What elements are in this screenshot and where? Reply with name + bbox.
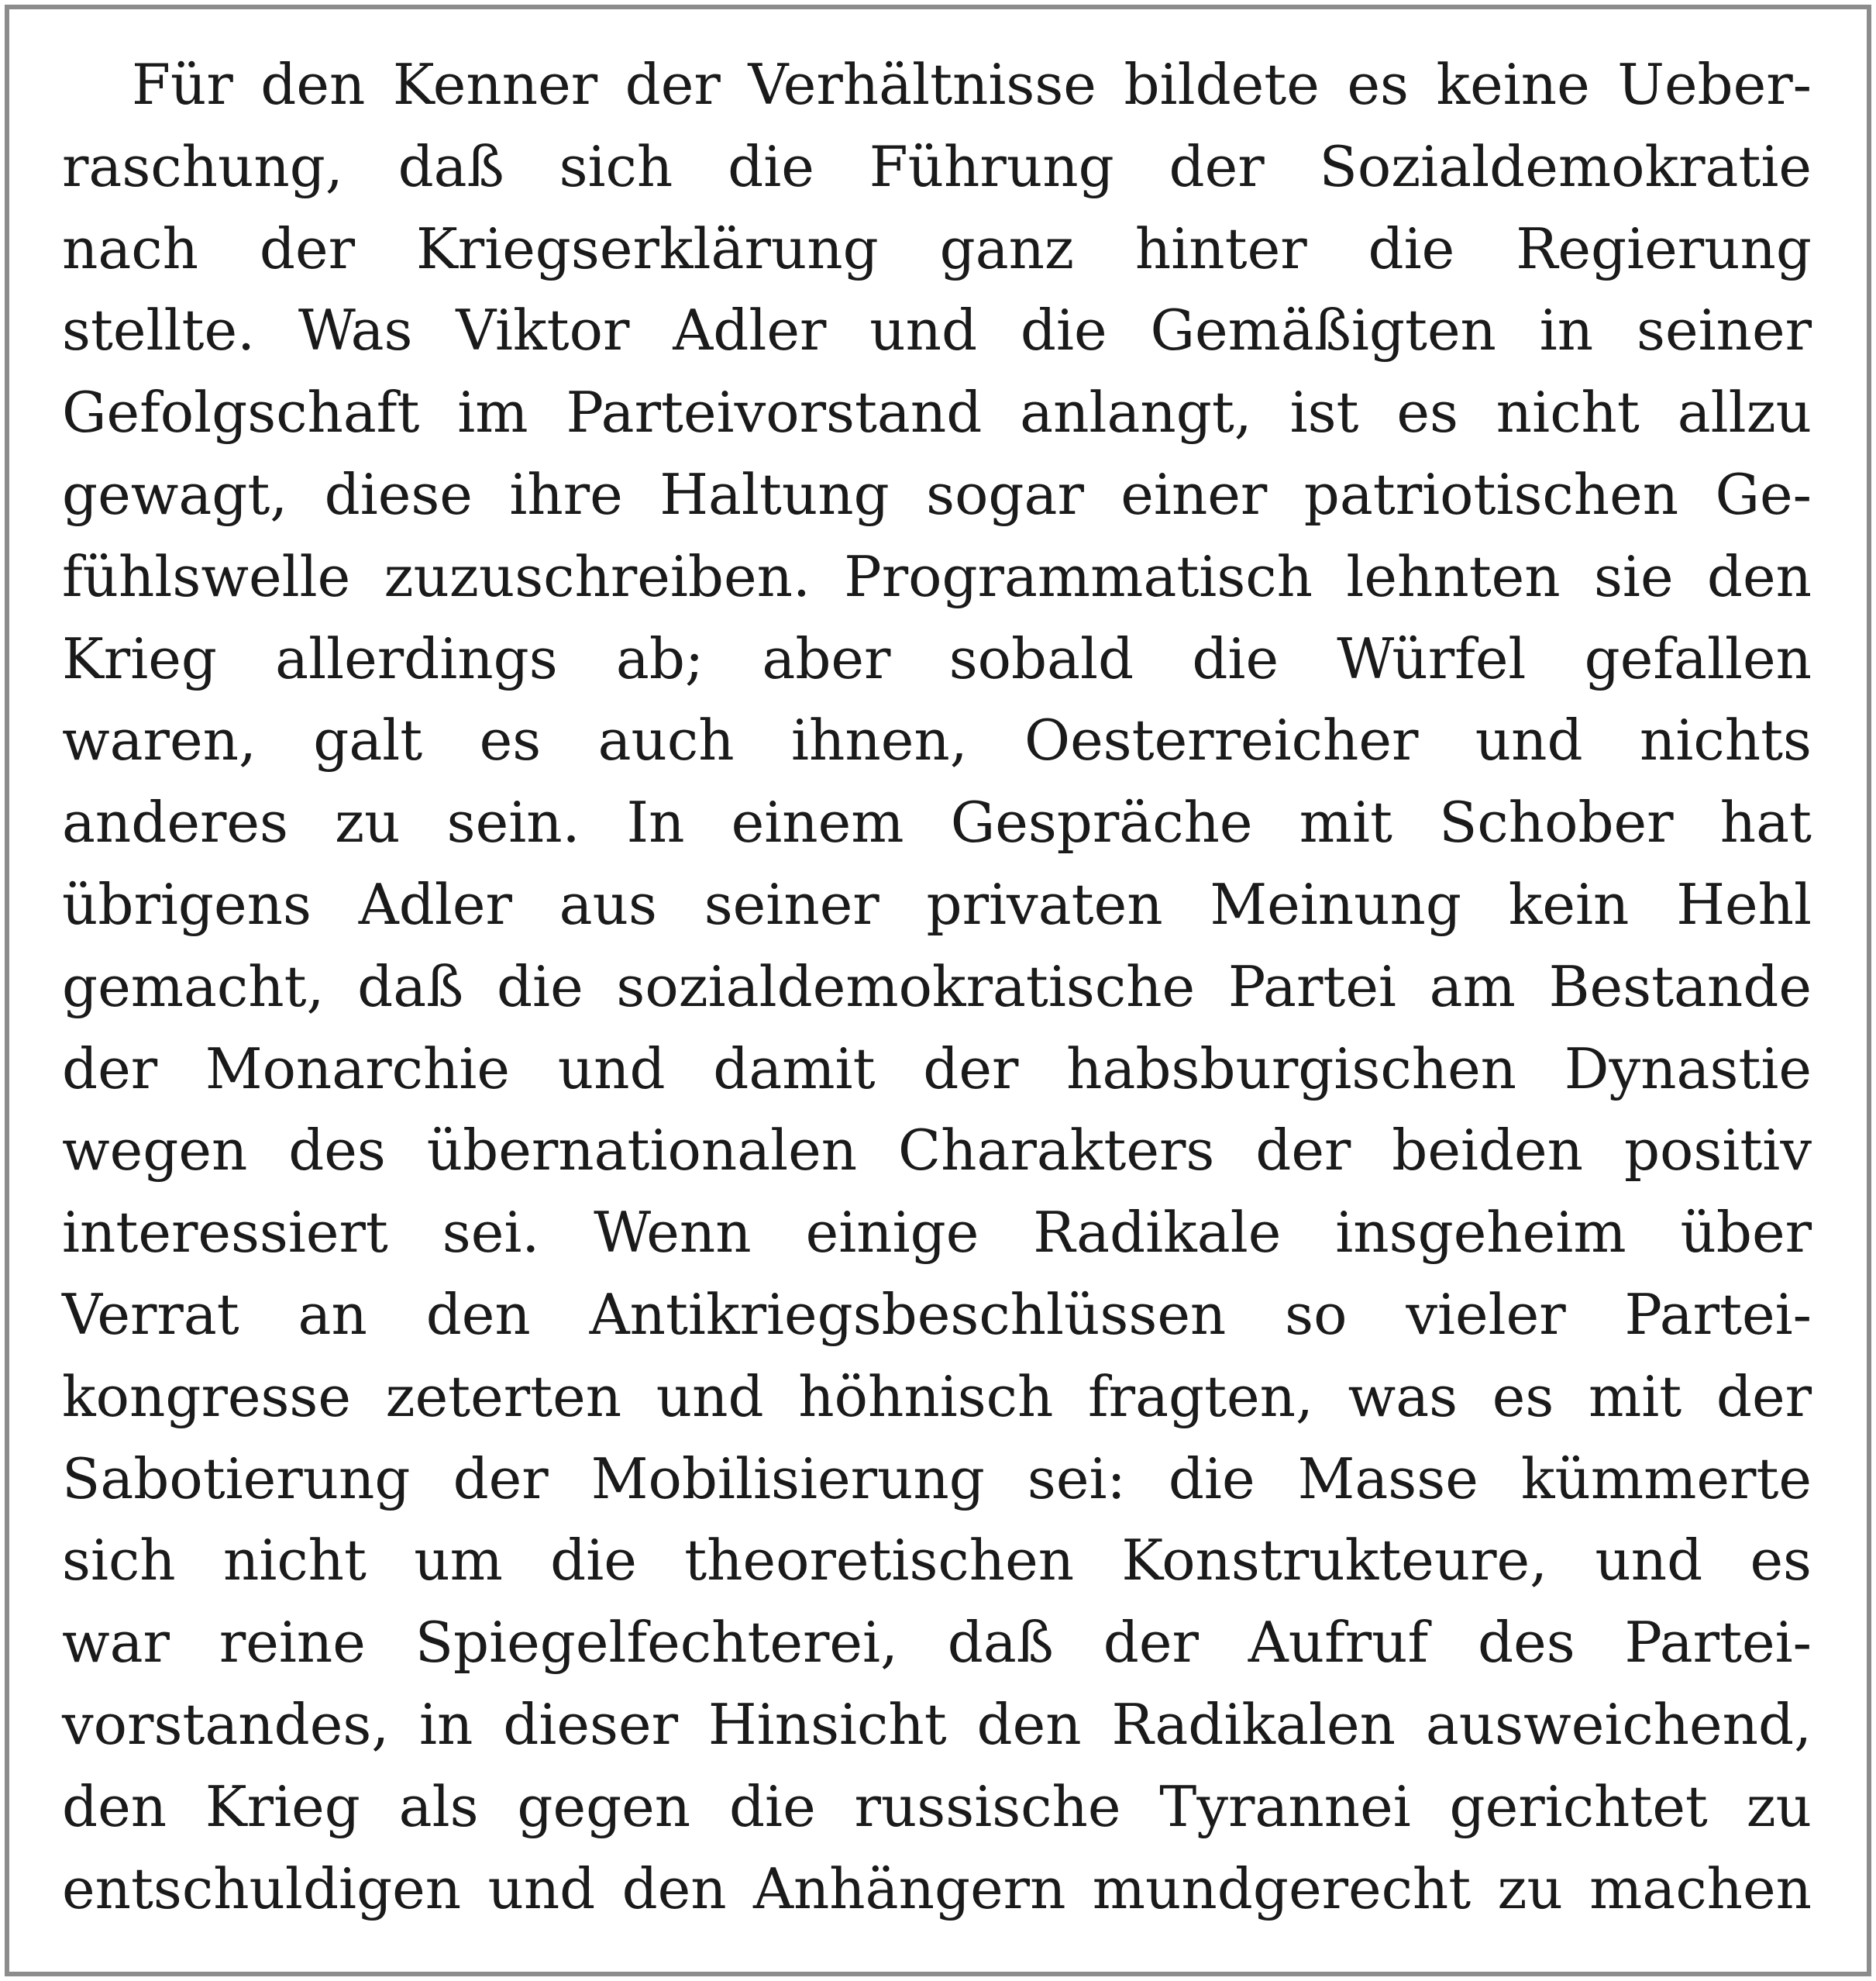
text-line: Gefolgschaft im Parteivorstand anlangt, ist es nicht allzu	[62, 380, 1812, 446]
text-line: gewagt, diese ihre Haltung sogar einer patriotischen Ge-	[62, 461, 1812, 527]
text-line: waren, galt es auch ihnen, Oesterreicher und nichts	[62, 708, 1812, 773]
text-line: interessiert sei. Wenn einige Radikale insgeheim über	[62, 1200, 1812, 1266]
text-line: vorstandes, in dieser Hinsicht den Radikalen ausweichend,	[62, 1691, 1812, 1757]
text-line: entschuldigen und den Anhängern mundgerecht zu machen	[62, 1855, 1812, 1921]
page-frame	[5, 5, 1871, 1976]
text-line: gemacht, daß die sozialdemokratische Partei am Bestande	[62, 953, 1812, 1019]
text-line: stellte. Was Viktor Adler und die Gemäßigten in seiner	[62, 298, 1812, 363]
text-line: anderes zu sein. In einem Gespräche mit Schober hat	[62, 790, 1812, 856]
text-line: raschung, daß sich die Führung der Sozialdemokratie	[62, 133, 1812, 199]
text-line: Krieg allerdings ab; aber sobald die Würfel gefallen	[62, 625, 1812, 691]
text-line: wegen des übernationalen Charakters der beiden positiv	[62, 1118, 1812, 1183]
text-line: fühlswelle zuzuschreiben. Programmatisch lehnten sie den	[62, 543, 1812, 609]
text-line: den Krieg als gegen die russische Tyrannei gerichtet zu	[62, 1773, 1812, 1839]
text-line: kongresse zeterten und höhnisch fragten, was es mit der	[62, 1363, 1812, 1429]
text-line: Für den Kenner der Verhältnisse bildete es keine Ueber-	[132, 52, 1812, 117]
text-line: Verrat an den Antikriegsbeschlüssen so vieler Partei-	[62, 1281, 1812, 1347]
text-line: übrigens Adler aus seiner privaten Meinung kein Hehl	[62, 871, 1812, 937]
text-line: nach der Kriegserklärung ganz hinter die Regierung	[62, 215, 1812, 281]
text-line: der Monarchie und damit der habsburgischen Dynastie	[62, 1035, 1812, 1101]
body-paragraph	[62, 44, 1812, 1930]
text-line: war reine Spiegelfechterei, daß der Aufruf des Partei-	[62, 1610, 1812, 1676]
text-line: sich nicht um die theoretischen Konstrukteure, und es	[62, 1528, 1812, 1593]
text-line: Sabotierung der Mobilisierung sei: die Masse kümmerte	[62, 1445, 1812, 1511]
